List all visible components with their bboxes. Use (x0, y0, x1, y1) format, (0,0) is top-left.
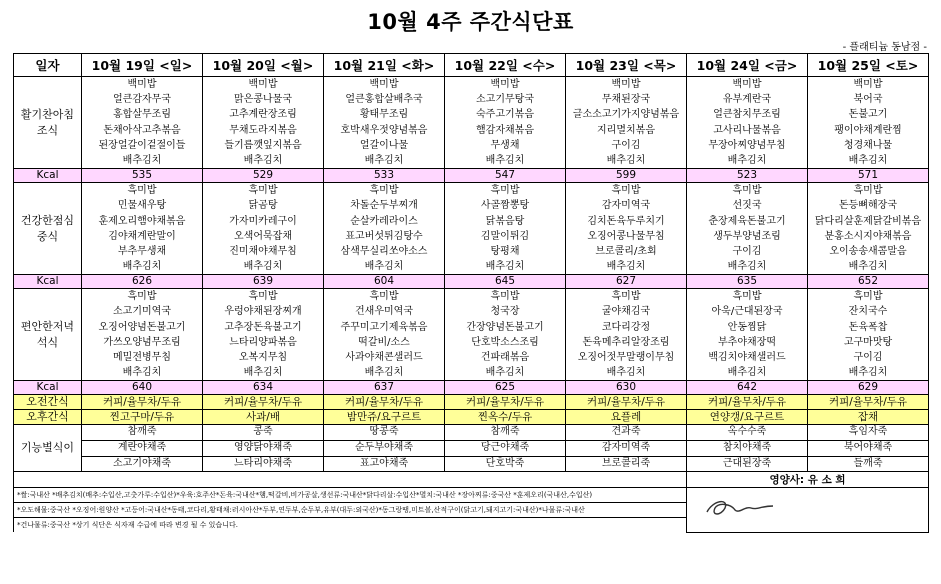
menu-item: 소고기무탕국 (476, 94, 534, 106)
menu-item: 배추김치 (122, 261, 162, 273)
am-snack-row (14, 395, 929, 410)
porridge-item: 소고기야채죽 (113, 457, 171, 469)
meal-label-line: 건강한점심 (20, 213, 75, 227)
functional-diet-cell (445, 425, 566, 472)
menu-cell (445, 289, 566, 381)
menu-item: 생두부양념조림 (713, 230, 781, 242)
menu-cell (445, 183, 566, 275)
porridge-item: 영양닭야채죽 (203, 441, 323, 457)
menu-item: 고구마맛탕 (843, 336, 893, 348)
menu-item: 돈채아삭고추볶음 (103, 124, 181, 136)
menu-item: 백미밥 (732, 79, 762, 90)
menu-item: 흑미밥 (732, 291, 762, 303)
menu-cell (324, 183, 445, 275)
menu-item: 배추김치 (122, 154, 162, 166)
menu-item: 느타리양파볶음 (229, 336, 297, 348)
menu-item: 흑미밥 (732, 185, 762, 197)
menu-item: 호박새우젓양념볶음 (340, 124, 428, 136)
menu-item: 흑미밥 (369, 185, 399, 197)
menu-item: 차돌순두부찌개 (350, 200, 418, 212)
menu-item: 글소소고기가지양념볶음 (572, 109, 680, 121)
menu-item: 삼색무실리쏘야소스 (340, 245, 428, 257)
menu-item: 배추김치 (606, 367, 646, 379)
menu-item: 흑미밥 (490, 291, 520, 303)
menu-item: 메밀전병무침 (113, 352, 171, 363)
menu-item: 고추계란장조림 (229, 109, 297, 121)
functional-diet-cell (324, 425, 445, 472)
kcal-value: 627 (566, 275, 687, 289)
menu-item: 배추김치 (606, 154, 646, 166)
kcal-value: 630 (566, 381, 687, 395)
menu-item: 민물새우탕 (117, 200, 167, 212)
kcal-value: 599 (566, 169, 687, 183)
menu-cell (203, 77, 324, 169)
menu-item: 분홍소시지야채볶음 (824, 230, 912, 242)
menu-item: 오징어젓무말랭이무침 (577, 352, 675, 363)
menu-item: 맑은콩나물국 (234, 94, 292, 106)
kcal-value: 642 (687, 381, 808, 395)
porridge-item: 당근야채죽 (445, 441, 565, 457)
menu-item: 고사리나물볶음 (713, 124, 781, 136)
menu-item: 흑미밥 (611, 291, 641, 303)
functional-diet-cell (808, 425, 929, 472)
page-title: 10월 4주 주간식단표 (367, 10, 574, 34)
menu-cell (82, 77, 203, 169)
menu-item: 고추장돈육불고기 (224, 321, 302, 333)
menu-item: 감자미역국 (601, 200, 651, 212)
menu-item: 무채도라지볶음 (229, 124, 297, 136)
meal-label-line: 편안한저녁 (20, 319, 75, 333)
menu-cell (687, 183, 808, 275)
meal-row (14, 289, 929, 381)
meal-row (14, 183, 929, 275)
menu-cell (324, 289, 445, 381)
menu-cell (566, 183, 687, 275)
menu-cell (687, 289, 808, 381)
menu-cell (687, 77, 808, 169)
menu-item: 간장양념돈불고기 (466, 321, 544, 333)
menu-item: 돈육폭찹 (848, 321, 888, 333)
porridge-item: 땅콩죽 (324, 425, 444, 441)
day-header: 10월 23일 <목> (566, 54, 687, 77)
menu-item: 무생채 (490, 139, 520, 151)
menu-item: 백미밥 (853, 79, 883, 90)
menu-cell (566, 77, 687, 169)
menu-item: 소고기미역국 (113, 306, 171, 318)
snack-item: 커피/율무차/두유 (445, 395, 566, 410)
restaurant-name: - 플래티늄 동남점 - (842, 42, 927, 53)
functional-diet-label: 기능별식이 (14, 425, 82, 472)
menu-item: 햄감자채볶음 (476, 124, 534, 136)
kcal-row (14, 169, 929, 183)
menu-cell (82, 183, 203, 275)
snack-item: 커피/율무차/두유 (324, 395, 445, 410)
porridge-item: 단호박죽 (485, 457, 525, 469)
porridge-item: 감자미역죽 (566, 441, 686, 457)
menu-item: 배추김치 (364, 154, 404, 166)
menu-cell (203, 289, 324, 381)
menu-item: 흑미밥 (369, 291, 399, 303)
kcal-label: Kcal (14, 275, 82, 289)
menu-item: 선짓국 (732, 200, 762, 212)
kcal-label: Kcal (14, 381, 82, 395)
porridge-item: 견과죽 (566, 425, 686, 441)
menu-item: 배추김치 (243, 261, 283, 273)
menu-cell (808, 77, 929, 169)
menu-item: 흑미밥 (248, 185, 278, 197)
kcal-value: 625 (445, 381, 566, 395)
kcal-value: 535 (82, 169, 203, 183)
porridge-item: 계란야채죽 (82, 441, 202, 457)
menu-item: 오징어콩나물무침 (587, 230, 665, 242)
menu-item: 순살카레라이스 (350, 215, 418, 227)
menu-item: 배추김치 (364, 261, 404, 273)
meal-label (14, 183, 82, 275)
functional-diet-row (14, 425, 929, 472)
day-header: 10월 24일 <금> (687, 54, 808, 77)
menu-item: 배추김치 (727, 261, 767, 273)
menu-item: 청국장 (490, 306, 520, 318)
porridge-item: 참깨죽 (445, 425, 565, 441)
menu-item: 백미밥 (490, 79, 520, 90)
signature-box (687, 488, 929, 533)
menu-item: 된장얼갈이겉절이들 (98, 139, 186, 151)
menu-cell (566, 289, 687, 381)
menu-item: 사골짬뽕탕 (480, 200, 530, 212)
menu-item: 구이김 (732, 245, 762, 257)
menu-item: 흑미밥 (127, 291, 157, 303)
menu-item: 유부계란국 (722, 94, 772, 106)
kcal-value: 547 (445, 169, 566, 183)
kcal-value: 629 (808, 381, 929, 395)
menu-cell (445, 77, 566, 169)
menu-item: 흑미밥 (853, 291, 883, 303)
snack-item: 찐옥수/두유 (445, 410, 566, 425)
origin-text: *건나물류:중국산 *상기 식단은 식자재 수급에 따라 변경 될 수 있습니다. (14, 518, 687, 533)
porridge-item: 근대된장죽 (722, 457, 772, 469)
kcal-value: 523 (687, 169, 808, 183)
nutritionist-row (14, 472, 929, 488)
day-header: 10월 25일 <토> (808, 54, 929, 77)
menu-item: 홍합살무조림 (113, 109, 171, 121)
snack-item: 밤만쥬/요구르트 (324, 410, 445, 425)
porridge-item: 옥수수죽 (687, 425, 807, 441)
menu-item: 흑미밥 (127, 185, 157, 197)
functional-diet-cell (82, 425, 203, 472)
origin-row-1 (14, 488, 929, 503)
menu-item: 흑미밥 (611, 185, 641, 197)
menu-item: 백미밥 (369, 79, 399, 90)
snack-item: 연양갱/요구르트 (687, 410, 808, 425)
pm-snack-label: 오후간식 (14, 410, 82, 425)
menu-cell (203, 183, 324, 275)
menu-item: 오색어묵잡채 (234, 230, 292, 242)
origin-text: *오도해물:중국산 *오징어:원양산 *고등어:국내산*동태,코다리,황태채:러시아산*두부,연두부,순두부,유부(대두:외국산)*동그랑땡,미트볼,산적구이(닭고기,돼지고기:국내산)*나물류:국내산 (14, 503, 687, 518)
menu-item: 오징어양념돈불고기 (98, 321, 186, 333)
menu-item: 배추김치 (848, 367, 888, 379)
kcal-value: 529 (203, 169, 324, 183)
meal-label-line: 중식 (36, 229, 59, 243)
menu-cell (324, 77, 445, 169)
menu-item: 배추김치 (485, 261, 525, 273)
menu-item: 닭곰탕 (248, 200, 278, 212)
menu-item: 배추김치 (727, 367, 767, 379)
snack-item: 커피/율무차/두유 (808, 395, 929, 410)
menu-item: 들기름깻잎지볶음 (224, 139, 302, 151)
menu-item: 구이김 (611, 139, 641, 151)
kcal-value: 640 (82, 381, 203, 395)
porridge-item: 느타리야채죽 (234, 457, 292, 469)
pm-snack-row (14, 410, 929, 425)
menu-item: 안동찜닭 (727, 321, 767, 333)
menu-item: 얼큰참치무조림 (713, 109, 781, 121)
menu-item: 배추김치 (727, 154, 767, 166)
header-row (14, 54, 929, 77)
menu-item: 김말이튀김 (480, 230, 530, 242)
menu-item: 얼갈이나물 (359, 139, 409, 151)
am-snack-label: 오전간식 (14, 395, 82, 410)
snack-item: 커피/율무차/두유 (687, 395, 808, 410)
menu-item: 굴야채김국 (601, 306, 651, 318)
menu-item: 구이김 (853, 352, 883, 363)
menu-item: 건파래볶음 (480, 352, 530, 363)
porridge-item: 흑임자죽 (808, 425, 928, 441)
menu-item: 얼큰홍합살배추국 (345, 94, 423, 106)
menu-cell (82, 289, 203, 381)
functional-diet-cell (203, 425, 324, 472)
kcal-value: 639 (203, 275, 324, 289)
menu-item: 김야채계란말이 (108, 230, 176, 242)
meal-row (14, 77, 929, 169)
porridge-item: 순두부야채죽 (324, 441, 444, 457)
menu-item: 진미채야채무침 (229, 245, 297, 257)
meal-label-line: 석식 (36, 335, 59, 349)
meal-label (14, 289, 82, 381)
menu-item: 닭볶음탕 (485, 215, 525, 227)
menu-item: 흑미밥 (490, 185, 520, 197)
menu-item: 오이송송새콤말음 (829, 245, 907, 257)
porridge-item: 참깨죽 (82, 425, 202, 441)
footer-spacer (14, 472, 687, 488)
menu-item: 배추김치 (122, 367, 162, 379)
menu-item: 부추야채장떡 (718, 336, 776, 348)
menu-item: 청경채나물 (843, 139, 893, 151)
menu-item: 지리멸치볶음 (597, 124, 655, 136)
kcal-value: 652 (808, 275, 929, 289)
menu-item: 코다리강정 (601, 321, 651, 333)
meal-label-line: 활기찬아침 (20, 107, 75, 121)
snack-item: 커피/율무차/두유 (203, 395, 324, 410)
porridge-item: 북어야채죽 (808, 441, 928, 457)
menu-item: 브로콜리/초회 (595, 245, 657, 257)
menu-cell (808, 183, 929, 275)
snack-item: 커피/율무차/두유 (82, 395, 203, 410)
menu-item: 김치돈육두루치기 (587, 215, 665, 227)
kcal-row (14, 275, 929, 289)
weekly-menu-table (13, 53, 929, 533)
origin-text: *쌀:국내산 *배추김치(배추:수입산,고춧가루:수입산)*우육:호주산*돈육:국내산*햄,떡갈비,비가공살,생선류:국내산*닭다리살:수입산*멸치:국내산 *장아찌류:중국산 *훈제오리(국내산,수입산) (14, 488, 687, 503)
menu-cell (808, 289, 929, 381)
date-header-label: 일자 (14, 54, 82, 77)
day-header: 10월 19일 <일> (82, 54, 203, 77)
porridge-item: 브로콜리죽 (601, 457, 651, 469)
menu-item: 부추무생채 (117, 245, 167, 257)
menu-item: 닭다리살훈제닭갈비볶음 (814, 215, 922, 227)
menu-item: 우렁야채된장찌개 (224, 306, 302, 318)
kcal-value: 634 (203, 381, 324, 395)
kcal-row (14, 381, 929, 395)
menu-item: 돈불고기 (848, 109, 888, 121)
porridge-item: 콩죽 (203, 425, 323, 441)
menu-item: 백미밥 (611, 79, 641, 90)
menu-item: 배추김치 (485, 367, 525, 379)
meal-label-line: 조식 (36, 123, 59, 137)
menu-item: 가쓰오양념무조림 (103, 336, 181, 348)
menu-item: 오복지무침 (238, 352, 288, 363)
menu-item: 배추김치 (243, 154, 283, 166)
menu-item: 북어국 (853, 94, 883, 106)
kcal-value: 635 (687, 275, 808, 289)
menu-item: 돈육메추리알장조림 (582, 336, 670, 348)
kcal-value: 637 (324, 381, 445, 395)
menu-item: 흑미밥 (248, 291, 278, 303)
functional-diet-cell (687, 425, 808, 472)
menu-item: 표고버섯튀김탕수 (345, 230, 423, 242)
meal-label (14, 77, 82, 169)
snack-item: 요플레 (566, 410, 687, 425)
kcal-label: Kcal (14, 169, 82, 183)
porridge-item: 참치야채죽 (687, 441, 807, 457)
menu-item: 아욱/근대된장국 (711, 306, 783, 318)
menu-item: 무채된장국 (601, 94, 651, 106)
menu-item: 백미밥 (127, 79, 157, 90)
menu-item: 훈제오리햄야채볶음 (98, 215, 186, 227)
menu-item: 팽이야채계란찜 (834, 124, 902, 136)
snack-item: 사과/배 (203, 410, 324, 425)
menu-item: 배추김치 (364, 367, 404, 379)
menu-item: 흑미밥 (853, 185, 883, 197)
menu-item: 백김치야채샐러드 (708, 352, 786, 363)
menu-item: 춘장제육돈불고기 (708, 215, 786, 227)
day-header: 10월 20일 <월> (203, 54, 324, 77)
snack-item: 커피/율무차/두유 (566, 395, 687, 410)
menu-item: 사과야채콘샐러드 (345, 352, 423, 363)
menu-item: 백미밥 (248, 79, 278, 90)
menu-item: 황태무조림 (359, 109, 409, 121)
porridge-item: 표고야채죽 (359, 457, 409, 469)
menu-item: 배추김치 (243, 367, 283, 379)
menu-item: 돈등뼈해장국 (839, 200, 897, 212)
snack-item: 찐고구마/두유 (82, 410, 203, 425)
menu-item: 단호박소스조림 (471, 336, 539, 348)
menu-item: 주꾸미고기제육볶음 (340, 321, 428, 333)
porridge-item: 들깨죽 (853, 457, 883, 469)
menu-item: 떡갈비/소스 (358, 336, 410, 348)
menu-item: 잔치국수 (848, 306, 888, 318)
menu-item: 배추김치 (485, 154, 525, 166)
kcal-value: 604 (324, 275, 445, 289)
nutritionist-name: 영양사: 유 소 희 (687, 472, 929, 488)
menu-item: 얼큰감자무국 (113, 94, 171, 106)
signature-icon (701, 492, 781, 522)
kcal-value: 645 (445, 275, 566, 289)
kcal-value: 626 (82, 275, 203, 289)
menu-item: 무장아찌양념무침 (708, 139, 786, 151)
kcal-value: 533 (324, 169, 445, 183)
menu-item: 건새우미역국 (355, 306, 413, 318)
menu-item: 탕평채 (490, 245, 520, 257)
day-header: 10월 21일 <화> (324, 54, 445, 77)
menu-item: 배추김치 (848, 261, 888, 273)
kcal-value: 571 (808, 169, 929, 183)
snack-item: 잡채 (808, 410, 929, 425)
menu-item: 배추김치 (606, 261, 646, 273)
menu-item: 가자미카레구이 (229, 215, 297, 227)
menu-item: 숙주고기볶음 (476, 109, 534, 121)
day-header: 10월 22일 <수> (445, 54, 566, 77)
functional-diet-cell (566, 425, 687, 472)
menu-item: 배추김치 (848, 154, 888, 166)
